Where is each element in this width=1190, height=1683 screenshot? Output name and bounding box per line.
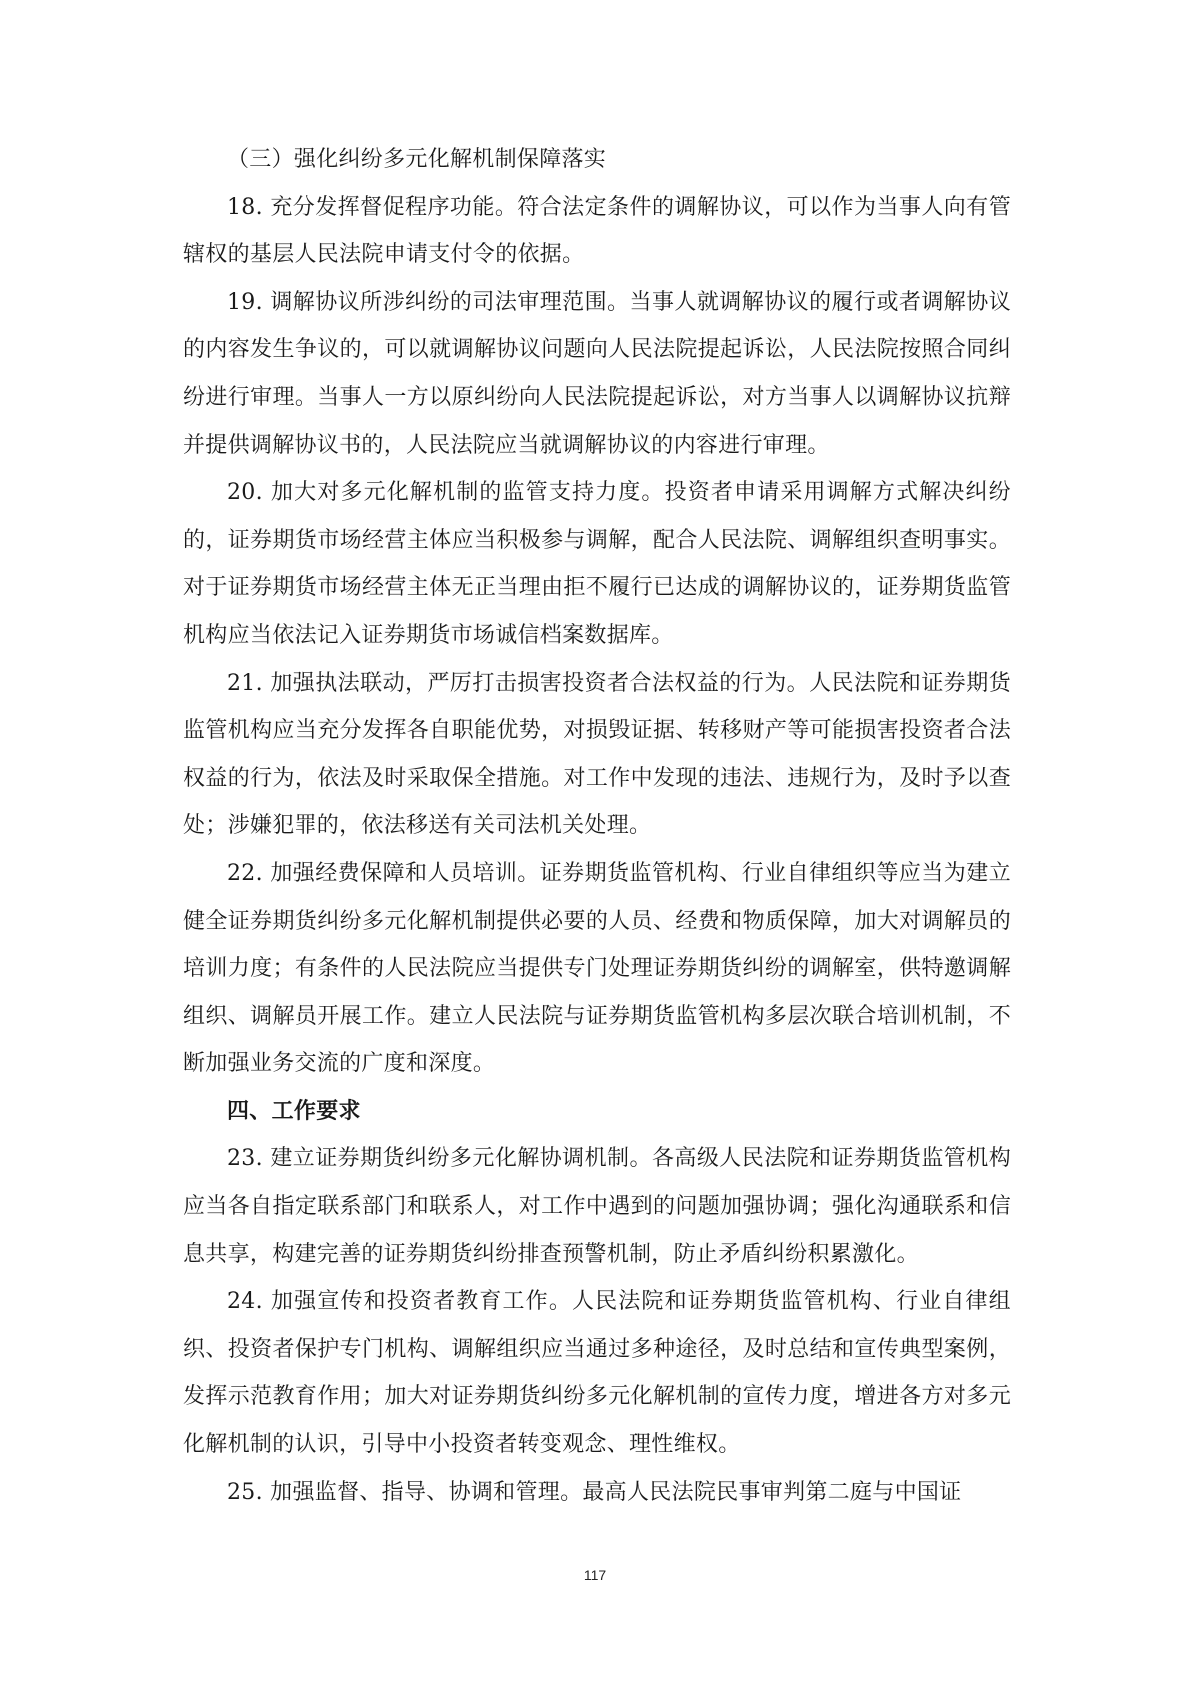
section-heading: 四、工作要求 bbox=[227, 1098, 361, 1124]
paragraph-20: 20. 加大对多元化解机制的监管支持力度。投资者申请采用调解方式解决纠纷的，证券期货市场经营主体应当积极参与调解，配合人民法院、调解组织查明事实。对于证券期货市场经营主体无正当理由拒不履行已达成的调解协议的，证券期货监管机构应当依法记入证券期货市场诚信档案数据库。 bbox=[183, 480, 1011, 648]
paragraph-22: 22. 加强经费保障和人员培训。证券期货监管机构、行业自律组织等应当为建立健全证券期货纠纷多元化解机制提供必要的人员、经费和物质保障，加大对调解员的培训力度；有条件的人民法院应当提供专门处理证券期货纠纷的调解室，供特邀调解组织、调解员开展工作。建立人民法院与证券期货监管机构多层次联合培训机制，不断加强业务交流的广度和深度。 bbox=[183, 860, 1011, 1077]
paragraph-18: 18. 充分发挥督促程序功能。符合法定条件的调解协议，可以作为当事人向有管辖权的基层人民法院申请支付令的依据。 bbox=[183, 194, 1011, 268]
paragraph-19: 19. 调解协议所涉纠纷的司法审理范围。当事人就调解协议的履行或者调解协议的内容发生争议的，可以就调解协议问题向人民法院提起诉讼，人民法院按照合同纠纷进行审理。当事人一方以原纠纷向人民法院提起诉讼，对方当事人以调解协议抗辩并提供调解协议书的，人民法院应当就调解协议的内容进行审理。 bbox=[183, 289, 1011, 458]
paragraph-25: 25. 加强监督、指导、协调和管理。最高人民法院民事审判第二庭与中国证 bbox=[227, 1479, 962, 1505]
paragraph-21: 21. 加强执法联动，严厉打击损害投资者合法权益的行为。人民法院和证券期货监管机构应当充分发挥各自职能优势，对损毁证据、转移财产等可能损害投资者合法权益的行为，依法及时采取保全措施。对工作中发现的违法、违规行为，及时予以查处；涉嫌犯罪的，依法移送有关司法机关处理。 bbox=[183, 670, 1011, 839]
page-number: 117 bbox=[583, 1567, 607, 1583]
section-subheading: （三）强化纠纷多元化解机制保障落实 bbox=[227, 147, 607, 172]
paragraph-23: 23. 建立证券期货纠纷多元化解协调机制。各高级人民法院和证券期货监管机构应当各自指定联系部门和联系人，对工作中遇到的问题加强协调；强化沟通联系和信息共享，构建完善的证券期货纠纷排查预警机制，防止矛盾纠纷积累激化。 bbox=[183, 1146, 1011, 1267]
document-body bbox=[183, 136, 1011, 1516]
paragraph-24: 24. 加强宣传和投资者教育工作。人民法院和证券期货监管机构、行业自律组织、投资者保护专门机构、调解组织应当通过多种途径，及时总结和宣传典型案例，发挥示范教育作用；加大对证券期货纠纷多元化解机制的宣传力度，增进各方对多元化解机制的认识，引导中小投资者转变观念、理性维权。 bbox=[183, 1289, 1011, 1458]
